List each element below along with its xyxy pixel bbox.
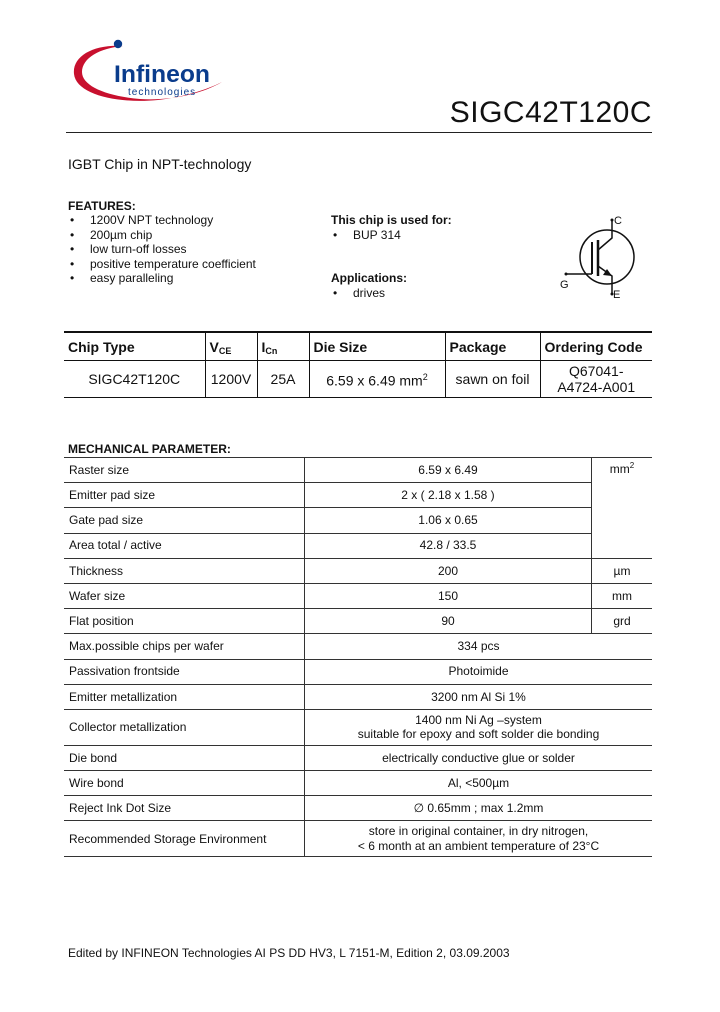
param-name: Emitter metallization bbox=[64, 684, 305, 709]
table-row bbox=[64, 483, 652, 508]
table-row bbox=[64, 458, 652, 483]
header-icn-subscript: Cn bbox=[265, 345, 278, 356]
table-row bbox=[64, 583, 652, 608]
applications-list bbox=[331, 286, 385, 301]
param-name: Flat position bbox=[64, 609, 305, 634]
param-value: 90 bbox=[305, 609, 592, 634]
logo-tagline: technologies bbox=[128, 87, 197, 98]
applications-heading: Applications: bbox=[331, 271, 408, 285]
param-value-line2: suitable for epoxy and soft solder die bonding bbox=[357, 727, 600, 742]
list-item: • BUP 314 bbox=[331, 228, 401, 243]
collector-label: C bbox=[614, 215, 622, 227]
header-package: Package bbox=[445, 332, 540, 361]
list-item: • easy paralleling bbox=[68, 271, 256, 286]
param-name: Reject Ink Dot Size bbox=[64, 796, 305, 821]
cell-die-size bbox=[309, 361, 445, 398]
param-name: Recommended Storage Environment bbox=[64, 821, 305, 857]
gate-label: G bbox=[560, 279, 569, 291]
param-name: Raster size bbox=[64, 458, 305, 483]
header-ordering-code: Ordering Code bbox=[540, 332, 652, 361]
ordering-code-line2: A4724-A001 bbox=[557, 379, 636, 395]
table-row bbox=[64, 508, 652, 533]
param-value-line1: 1400 nm Ni Ag –system bbox=[415, 712, 542, 727]
param-name: Wire bond bbox=[64, 771, 305, 796]
mechanical-heading: MECHANICAL PARAMETER: bbox=[68, 442, 231, 456]
header-icn-symbol: I bbox=[261, 338, 266, 355]
table-row bbox=[64, 558, 652, 583]
header-divider bbox=[66, 132, 652, 133]
emitter-label: E bbox=[613, 289, 621, 301]
param-value: 2 x ( 2.18 x 1.58 ) bbox=[305, 483, 592, 508]
param-name: Passivation frontside bbox=[64, 659, 305, 684]
param-value: Photoimide bbox=[305, 659, 653, 684]
usage-list bbox=[331, 228, 401, 243]
param-value: ∅ 0.65mm ; max 1.2mm bbox=[305, 796, 653, 821]
param-unit: µm bbox=[592, 558, 653, 583]
table-row bbox=[64, 709, 652, 745]
header-vce-symbol: V bbox=[209, 338, 219, 355]
table-row bbox=[64, 609, 652, 634]
cell-ordering-code bbox=[540, 361, 652, 398]
unit-exponent: 2 bbox=[629, 461, 635, 470]
document-subtitle: IGBT Chip in NPT-technology bbox=[68, 156, 252, 172]
table-row bbox=[64, 796, 652, 821]
param-value: 200 bbox=[305, 558, 592, 583]
igbt-symbol-icon bbox=[556, 210, 656, 302]
table-row bbox=[64, 361, 652, 398]
cell-icn: 25A bbox=[257, 361, 309, 398]
param-value: 334 pcs bbox=[305, 634, 653, 659]
param-name: Max.possible chips per wafer bbox=[64, 634, 305, 659]
usage-heading: This chip is used for: bbox=[331, 213, 452, 227]
logo-wordmark: Infineon bbox=[114, 61, 210, 88]
list-item: • 1200V NPT technology bbox=[68, 213, 256, 228]
param-unit: mm bbox=[592, 583, 653, 608]
param-unit bbox=[592, 458, 653, 559]
param-name: Wafer size bbox=[64, 583, 305, 608]
table-row bbox=[64, 771, 652, 796]
table-row bbox=[64, 634, 652, 659]
list-item: • low turn-off losses bbox=[68, 242, 256, 257]
header-die-size: Die Size bbox=[309, 332, 445, 361]
table-header-row bbox=[64, 332, 652, 361]
features-list bbox=[68, 213, 256, 286]
param-value bbox=[305, 709, 653, 745]
param-value bbox=[305, 821, 653, 857]
list-item: • 200µm chip bbox=[68, 228, 256, 243]
header-chip-type: Chip Type bbox=[64, 332, 205, 361]
param-name: Die bond bbox=[64, 745, 305, 770]
table-row bbox=[64, 659, 652, 684]
chip-summary-table bbox=[64, 331, 652, 398]
mechanical-parameter-table bbox=[64, 457, 652, 857]
table-row bbox=[64, 745, 652, 770]
param-name: Area total / active bbox=[64, 533, 305, 558]
unit-text: mm bbox=[609, 462, 630, 476]
param-name: Emitter pad size bbox=[64, 483, 305, 508]
die-size-value: 6.59 x 6.49 mm bbox=[326, 372, 423, 389]
header-icn bbox=[257, 332, 309, 361]
table-row bbox=[64, 684, 652, 709]
table-row bbox=[64, 821, 652, 857]
cell-package: sawn on foil bbox=[445, 361, 540, 398]
param-value-line2: < 6 month at an ambient temperature of 23°C bbox=[357, 838, 600, 853]
die-size-unit-exponent: 2 bbox=[422, 372, 428, 383]
table-row bbox=[64, 533, 652, 558]
param-value: 42.8 / 33.5 bbox=[305, 533, 592, 558]
param-value: 150 bbox=[305, 583, 592, 608]
features-heading: FEATURES: bbox=[68, 199, 136, 213]
param-value: 3200 nm Al Si 1% bbox=[305, 684, 653, 709]
cell-vce: 1200V bbox=[205, 361, 257, 398]
param-value: electrically conductive glue or solder bbox=[305, 745, 653, 770]
part-number-title: SIGC42T120C bbox=[449, 96, 652, 129]
list-item: • drives bbox=[331, 286, 385, 301]
param-value-line1: store in original container, in dry nitrogen, bbox=[368, 824, 589, 839]
param-name: Thickness bbox=[64, 558, 305, 583]
param-name: Collector metallization bbox=[64, 709, 305, 745]
cell-chip-type: SIGC42T120C bbox=[64, 361, 205, 398]
param-unit: grd bbox=[592, 609, 653, 634]
param-value: 6.59 x 6.49 bbox=[305, 458, 592, 483]
infineon-logo bbox=[66, 38, 226, 108]
header-vce-subscript: CE bbox=[218, 345, 232, 356]
param-value: 1.06 x 0.65 bbox=[305, 508, 592, 533]
list-item: • positive temperature coefficient bbox=[68, 257, 256, 272]
ordering-code-line1: Q67041- bbox=[569, 363, 624, 379]
param-name: Gate pad size bbox=[64, 508, 305, 533]
edition-footer: Edited by INFINEON Technologies AI PS DD HV3, L 7151-M, Edition 2, 03.09.2003 bbox=[68, 946, 510, 960]
header-vce bbox=[205, 332, 257, 361]
param-value: Al, <500µm bbox=[305, 771, 653, 796]
